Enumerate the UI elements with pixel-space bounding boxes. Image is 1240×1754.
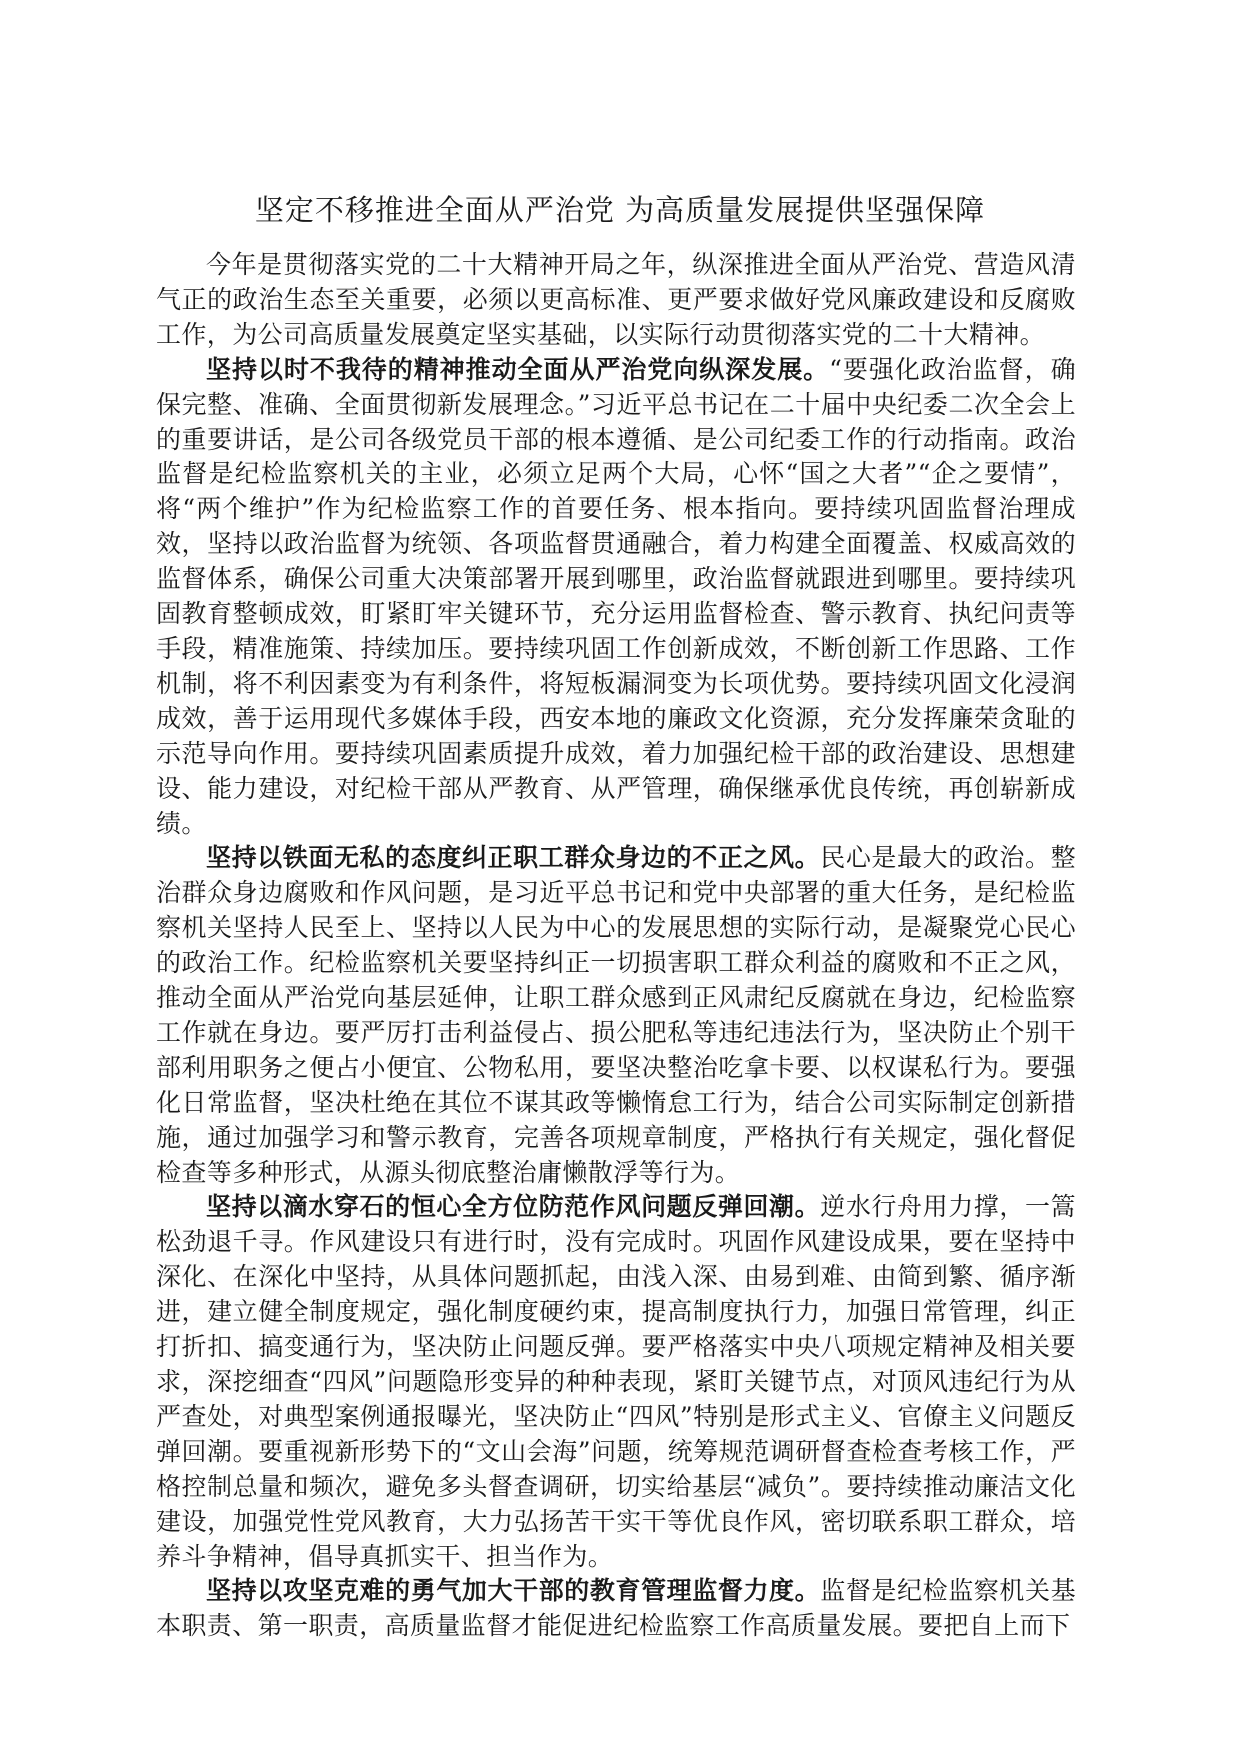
paragraph-text: 今年是贯彻落实党的二十大精神开局之年，纵深推进全面从严治党、营造风清气正的政治生态至关重要，必须以更高标准、更严要求做好党风廉政建设和反腐败工作，为公司高质量发展奠定坚实基础，以实际行动贯彻落实党的二十大精神。: [156, 250, 1076, 349]
paragraph-unhealthy-trends: [156, 841, 1076, 1190]
paragraph-text: 逆水行舟用力撑，一篙松劲退千寻。作风建设只有进行时，没有完成时。巩固作风建设成果，要在坚持中深化、在深化中坚持，从具体问题抓起，由浅入深、由易到难、由简到繁、循序渐进，建立健全制度规定，强化制度硬约束，提高制度执行力，加强日常管理，纠正打折扣、搞变通行为，坚决防止问题反弹。要严格落实中央八项规定精神及相关要求，深挖细查“四风”问题隐形变异的种种表现，紧盯关键节点，对顶风违纪行为从严查处，对典型案例通报曝光，坚决防止“四风”特别是形式主义、官僚主义问题反弹回潮。要重视新形势下的“文山会海”问题，统筹规范调研督查检查考核工作，严格控制总量和频次，避免多头督查调研，切实给基层“减负”。要持续推动廉洁文化建设，加强党性党风教育，大力弘扬苦干实干等优良作风，密切联系职工群众，培养斗争精神，倡导真抓实干、担当作为。: [156, 1192, 1076, 1571]
paragraph-text: “要强化政治监督，确保完整、准确、全面贯彻新发展理念。”习近平总书记在二十届中央纪委二次全会上的重要讲话，是公司各级党员干部的根本遵循、是公司纪委工作的行动指南。政治监督是纪检监察机关的主业，必须立足两个大局，心怀“国之大者”“企之要情”，将“两个维护”作为纪检监察工作的首要任务、根本指向。要持续巩固监督治理成效，坚持以政治监督为统领、各项监督贯通融合，着力构建全面覆盖、权威高效的监督体系，确保公司重大决策部署开展到哪里，政治监督就跟进到哪里。要持续巩固教育整顿成效，盯紧盯牢关键环节，充分运用监督检查、警示教育、执纪问责等手段，精准施策、持续加压。要持续巩固工作创新成效，不断创新工作思路、工作机制，将不利因素变为有利条件，将短板漏洞变为长项优势。要持续巩固文化浸润成效，善于运用现代多媒体手段，西安本地的廉政文化资源，充分发挥廉荣贪耻的示范导向作用。要持续巩固素质提升成效，着力加强纪检干部的政治建设、思想建设、能力建设，对纪检干部从严教育、从严管理，确保继承优良传统，再创崭新成绩。: [156, 354, 1076, 838]
paragraph-cadre-supervision: [156, 1574, 1076, 1644]
paragraph-lead: 坚持以铁面无私的态度纠正职工群众身边的不正之风。: [206, 843, 821, 873]
paragraph-lead: 坚持以时不我待的精神推动全面从严治党向纵深发展。: [206, 354, 830, 384]
paragraph-text: 监督是纪检监察机关基本职责、第一职责，高质量监督才能促进纪检监察工作高质量发展。要把自上而下: [156, 1576, 1076, 1641]
paragraph-political-supervision: [156, 353, 1076, 842]
paragraph-lead: 坚持以滴水穿石的恒心全方位防范作风问题反弹回潮。: [206, 1192, 821, 1222]
paragraph-text: 民心是最大的政治。整治群众身边腐败和作风问题，是习近平总书记和党中央部署的重大任务，是纪检监察机关坚持人民至上、坚持以人民为中心的发展思想的实际行动，是凝聚党心民心的政治工作。纪检监察机关要坚持纠正一切损害职工群众利益的腐败和不正之风，推动全面从严治党向基层延伸，让职工群众感到正风肃纪反腐就在身边，纪检监察工作就在身边。要严厉打击利益侵占、损公肥私等违纪违法行为，坚决防止个别干部利用职务之便占小便宜、公物私用，要坚决整治吃拿卡要、以权谋私行为。要强化日常监督，坚决杜绝在其位不谋其政等懒惰怠工行为，结合公司实际制定创新措施，通过加强学习和警示教育，完善各项规章制度，严格执行有关规定，强化督促检查等多种形式，从源头彻底整治庸懒散浮等行为。: [156, 843, 1076, 1187]
document-title: 坚定不移推进全面从严治党 为高质量发展提供坚强保障: [254, 193, 986, 227]
paragraph-intro: [156, 248, 1076, 353]
paragraph-lead: 坚持以攻坚克难的勇气加大干部的教育管理监督力度。: [206, 1576, 821, 1606]
paragraph-work-style: [156, 1190, 1076, 1574]
document-body: [156, 248, 1076, 1644]
